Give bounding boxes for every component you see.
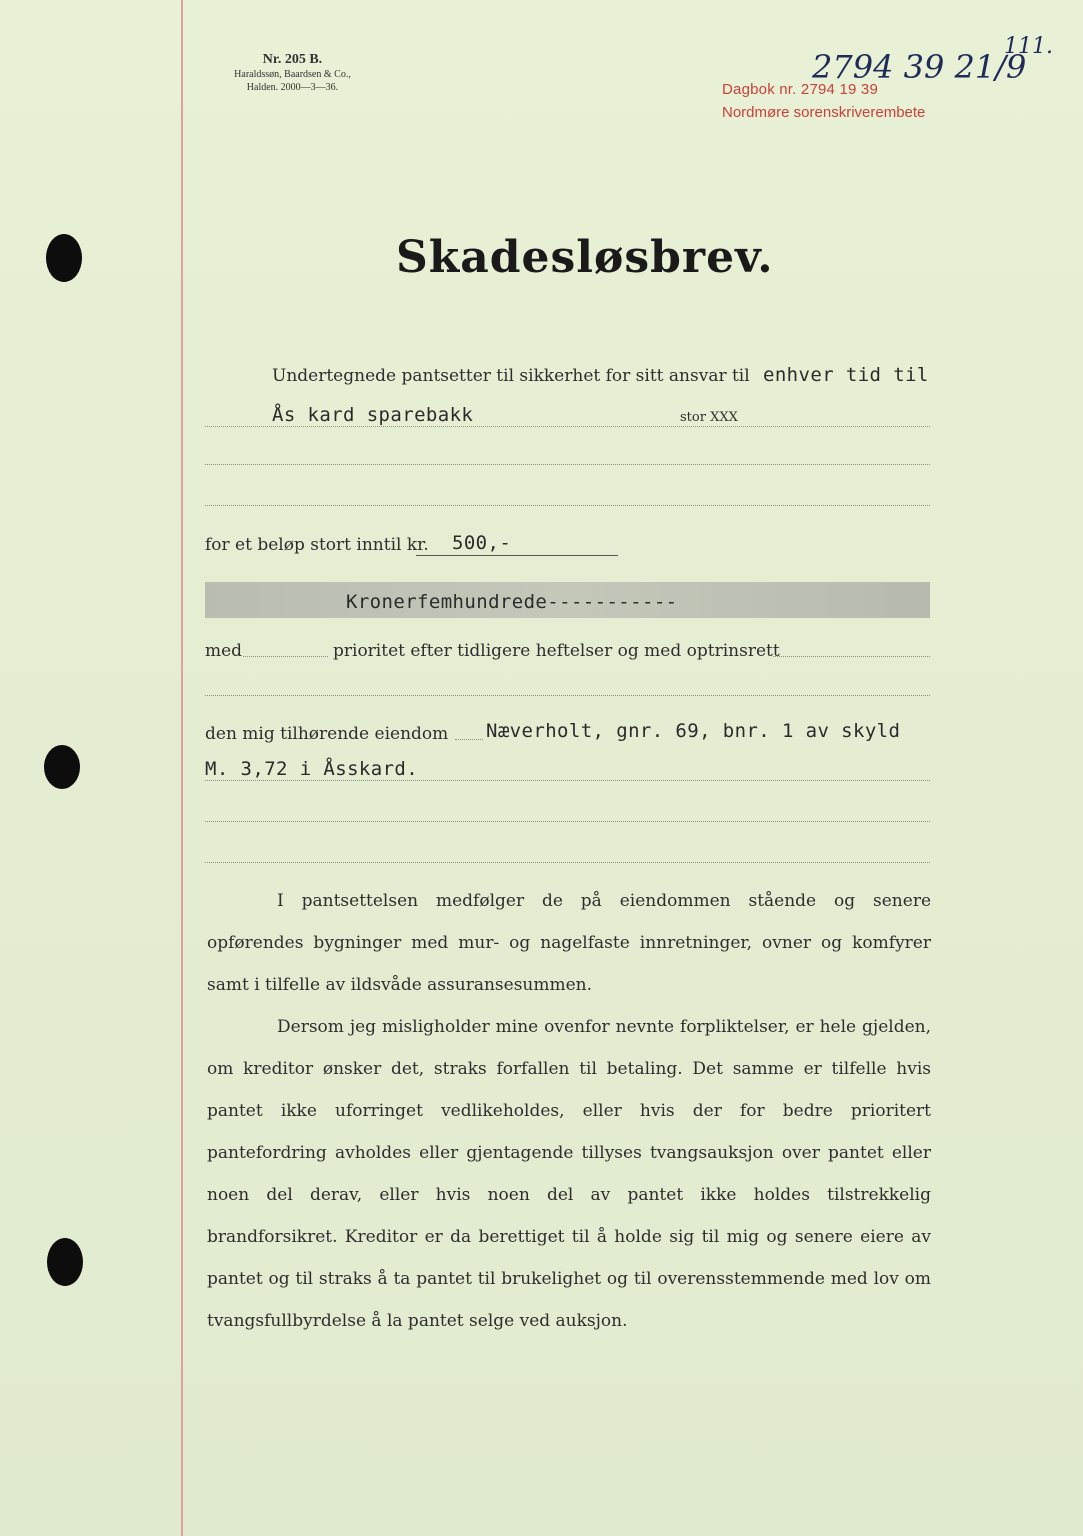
field-rule <box>455 739 483 740</box>
amount-underline <box>416 555 618 556</box>
margin-line <box>181 0 183 1536</box>
field-rule <box>205 821 930 822</box>
printer-date: Halden. 2000—3—36. <box>246 82 339 93</box>
property-typed-a: Næverholt, gnr. 69, bnr. 1 av skyld <box>486 720 901 742</box>
paragraph-default-terms: Dersom jeg misligholder mine ovenfor nevnte forpliktelser, er hele gjelden, om kreditor ønsker det, straks forfallen til betaling. Det samme er tilfelle hvis pantet ikke uforringet vedlikeholdes, eller hvis der for bedre prioritert pantefordring avholdes eller gjentagende tillyses tvangsauksjon over pantet eller noen del derav, eller hvis noen del av pantet ikke holdes tilstrekkelig brandforsikret. Kreditor er da berettiget til å holde sig til mig og senere eiere av pantet og til straks å ta pantet til brukelighet og til overensstemmende med lov om tvangsfullbyrdelse å la pantet selge ved auksjon. <box>207 1017 931 1331</box>
field-rule <box>773 656 930 657</box>
amount-label: for et beløp stort inntil kr. <box>205 535 429 555</box>
amount-value: 500,- <box>452 532 512 554</box>
field-rule <box>205 464 930 465</box>
punch-hole <box>46 234 82 282</box>
field-rule <box>243 656 328 657</box>
field-rule <box>205 695 930 696</box>
document-title: Skadesløsbrev. <box>396 232 774 283</box>
creditor-typed-a: enhver tid til <box>763 364 929 386</box>
body-text <box>207 880 931 1342</box>
form-number: Nr. 205 B. <box>262 52 323 67</box>
printer-imprint <box>205 52 380 94</box>
creditor-field-suffix: stor XXX <box>680 410 738 425</box>
field-rule <box>205 505 930 506</box>
punch-hole <box>47 1238 83 1286</box>
property-typed-b: M. 3,72 i Åsskard. <box>205 758 419 780</box>
page-number: 111. <box>1004 34 1053 59</box>
stamp-office-line: Nordmøre sorenskriverembete <box>722 104 926 121</box>
paragraph-pledge-scope: I pantsettelsen medfølger de på eiendommen stående og senere opførendes bygninger med mur- og nagelfaste innretninger, ovner og komfyrer samt i tilfelle av ildsvåde assuransesummen. <box>207 891 931 995</box>
creditor-typed-b: Ås kard sparebakk <box>272 404 474 426</box>
amount-in-words: Kronerfemhundrede----------- <box>346 591 678 613</box>
handwritten-journal-number: 2794 39 21/9 <box>812 48 1027 86</box>
field-rule <box>205 862 930 863</box>
registry-stamp <box>722 48 1027 124</box>
printer-line: Haraldssøn, Baardsen & Co., <box>234 69 351 80</box>
intro-text: Undertegnede pantsetter til sikkerhet for sitt ansvar til <box>272 366 750 386</box>
priority-label: med <box>205 641 243 661</box>
punch-hole <box>44 745 80 789</box>
property-label: den mig tilhørende eiendom <box>205 724 449 744</box>
priority-text: prioritet efter tidligere heftelser og med optrinsrett <box>333 641 780 661</box>
field-rule <box>205 426 930 427</box>
field-rule <box>205 780 930 781</box>
stamp-journal-line: Dagbok nr. 2794 19 39 <box>722 81 878 98</box>
